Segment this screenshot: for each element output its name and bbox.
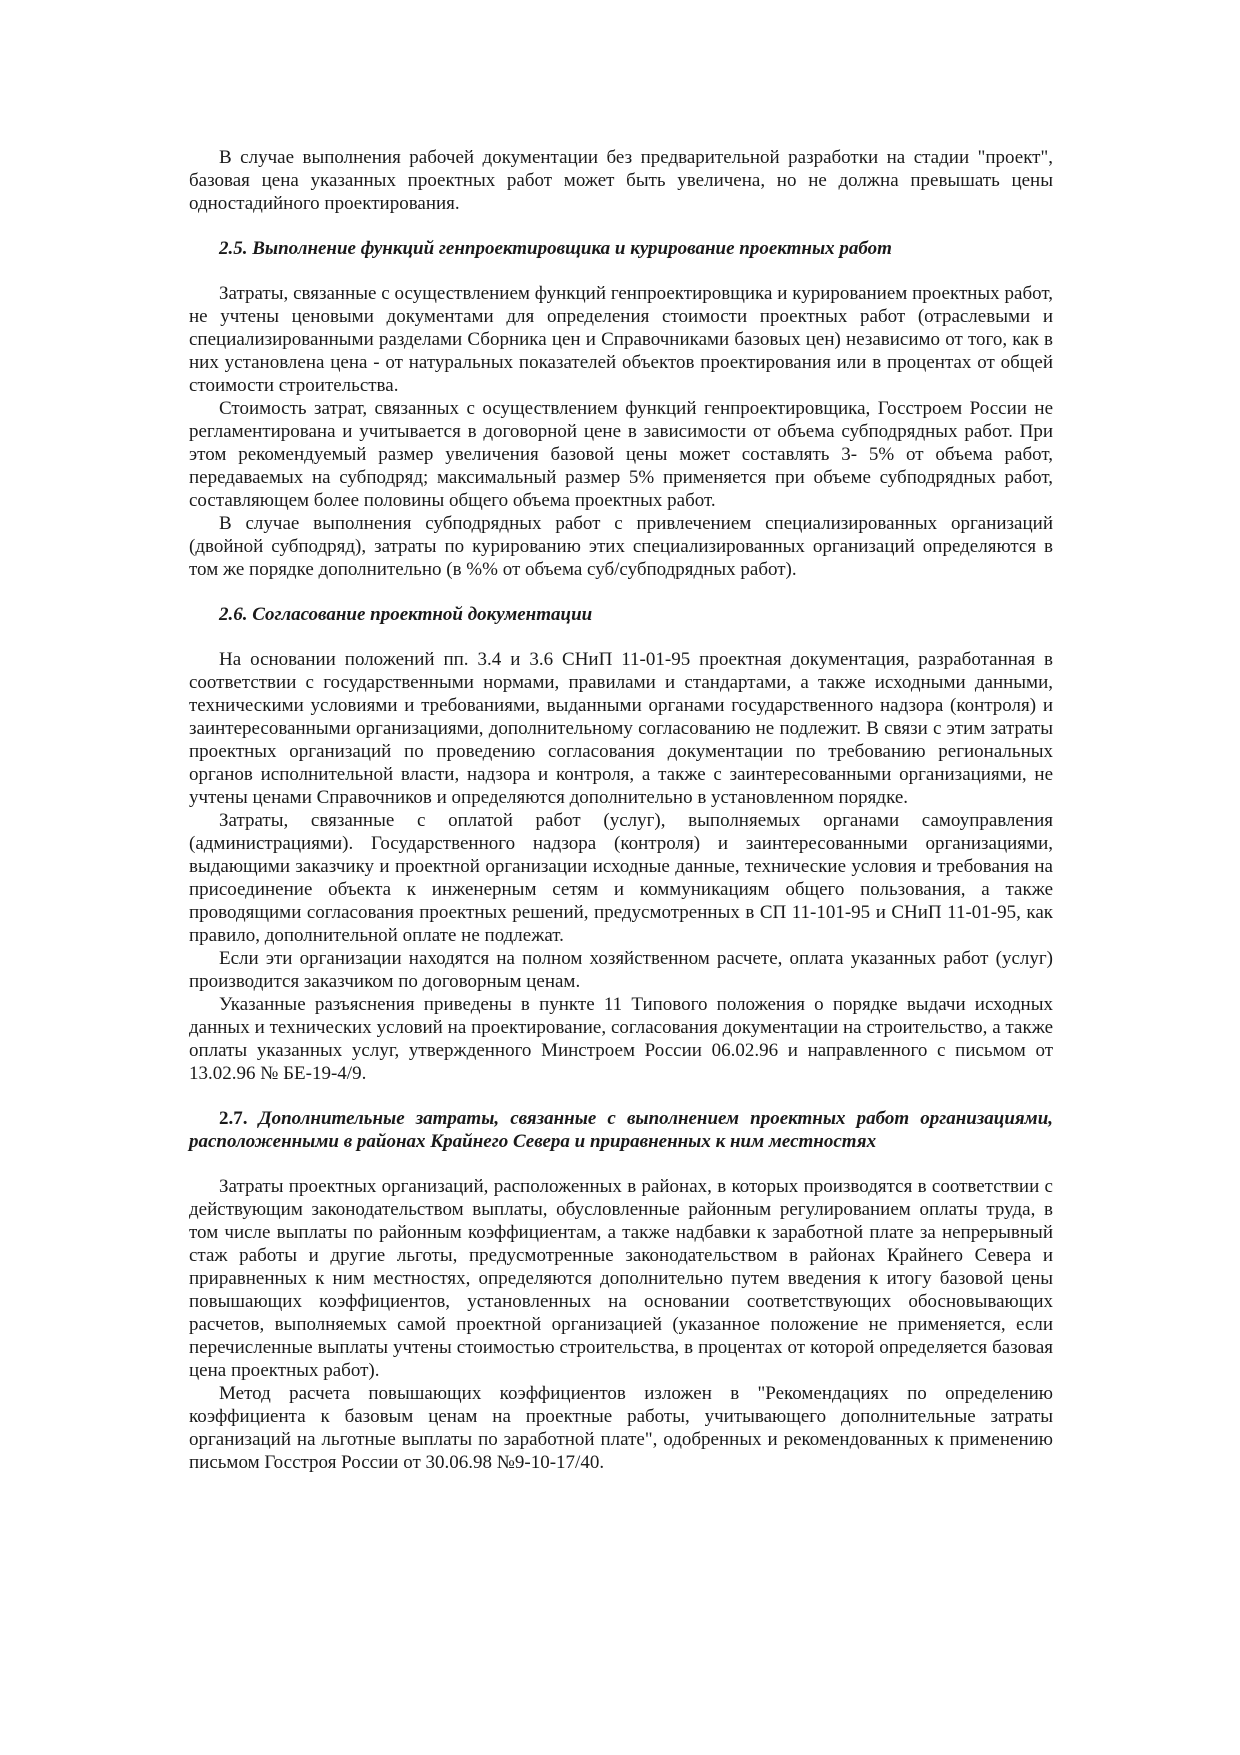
section-2-7-paragraph-2: Метод расчета повышающих коэффициентов изложен в "Рекомендациях по определению коэффициента к базовым ценам на проектные работы, учитывающего дополнительные затраты организаций на льготные выплаты по заработной плате", одобренных и рекомендованных к применению письмом Госстроя России от 30.06.98 №9-10-17/40. bbox=[189, 1383, 1053, 1473]
section-2-6-heading: 2.6. Согласование проектной документации bbox=[219, 604, 593, 625]
section-2-5-heading: 2.5. Выполнение функций генпроектировщика и курирование проектных работ bbox=[219, 238, 892, 259]
section-2-5-paragraph-2: Стоимость затрат, связанных с осуществлением функций генпроектировщика, Госстроем России не регламентирована и учитывается в договорной цене в зависимости от объема субподрядных работ. При этом рекомендуемый размер увеличения базовой цены может составлять 3- 5% от объема работ, передаваемых на субподряд; максимальный размер 5% применяется при объеме субподрядных работ, составляющем более половины общего объема проектных работ. bbox=[189, 398, 1053, 511]
section-2-6-paragraph-4: Указанные разъяснения приведены в пункте 11 Типового положения о порядке выдачи исходных данных и технических условий на проектирование, согласования документации на строительство, а также оплаты указанных услуг, утвержденного Минстроем России 06.02.96 и направленного с письмом от 13.02.96 № БЕ-19-4/9. bbox=[189, 994, 1053, 1084]
section-2-6-paragraph-1: На основании положений пп. 3.4 и 3.6 СНиП 11-01-95 проектная документация, разработанная в соответствии с государственными нормами, правилами и стандартами, а также исходными данными, техническими условиями и требованиями, выданными органами государственного надзора (контроля) и заинтересованными организациями, дополнительному согласованию не подлежит. В связи с этим затраты проектных организаций по проведению согласования документации по требованию региональных органов исполнительной власти, надзора и контроля, а также с заинтересованными организациями, не учтены ценами Справочников и определяются дополнительно в установленном порядке. bbox=[189, 649, 1053, 808]
section-2-6-paragraph-2: Затраты, связанные с оплатой работ (услуг), выполняемых органами самоуправления (администрациями). Государственного надзора (контроля) и заинтересованными организациями, выдающими заказчику и проектной организации исходные данные, технические условия и требования на присоединение объекта к инженерным сетям и коммуникациям общего пользования, а также проводящими согласования проектных решений, предусмотренных в СП 11-101-95 и СНиП 11-01-95, как правило, дополнительной оплате не подлежат. bbox=[189, 810, 1053, 946]
section-2-7-heading-number: 2.7. bbox=[219, 1108, 248, 1129]
section-2-7-heading-text: Дополнительные затраты, связанные с выполнением проектных работ организациями, расположенными в районах Крайнего Севера и приравненных к ним местностях bbox=[189, 1108, 1054, 1152]
document-page bbox=[189, 146, 1053, 1474]
section-2-5-paragraph-3: В случае выполнения субподрядных работ с привлечением специализированных организаций (двойной субподряд), затраты по курированию этих специализированных организаций определяются в том же порядке дополнительно (в %% от объема суб/субподрядных работ). bbox=[189, 513, 1053, 580]
section-2-7-heading bbox=[189, 1107, 1053, 1153]
section-2-7-paragraph-1: Затраты проектных организаций, расположенных в районах, в которых производятся в соответствии с действующим законодательством выплаты, обусловленные районным регулированием оплаты труда, в том числе выплаты по районным коэффициентам, а также надбавки к заработной плате за непрерывный стаж работы и другие льготы, предусмотренные законодательством в районах Крайнего Севера и приравненных к ним местностях, определяются дополнительно путем введения к итогу базовой цены повышающих коэффициентов, установленных на основании соответствующих обосновывающих расчетов, выполняемых самой проектной организацией (указанное положение не применяется, если перечисленные выплаты учтены стоимостью строительства, в процентах от которой определяется базовая цена проектных работ). bbox=[189, 1176, 1053, 1381]
section-2-6-paragraph-3: Если эти организации находятся на полном хозяйственном расчете, оплата указанных работ (услуг) производится заказчиком по договорным ценам. bbox=[189, 948, 1053, 992]
section-2-5-paragraph-1: Затраты, связанные с осуществлением функций генпроектировщика и курированием проектных работ, не учтены ценовыми документами для определения стоимости проектных работ (отраслевыми и специализированными разделами Сборника цен и Справочниками базовых цен) независимо от того, как в них установлена цена - от натуральных показателей объектов проектирования или в процентах от общей стоимости строительства. bbox=[189, 283, 1053, 396]
intro-paragraph: В случае выполнения рабочей документации без предварительной разработки на стадии "проект", базовая цена указанных проектных работ может быть увеличена, но не должна превышать цены одностадийного проектирования. bbox=[189, 147, 1053, 214]
